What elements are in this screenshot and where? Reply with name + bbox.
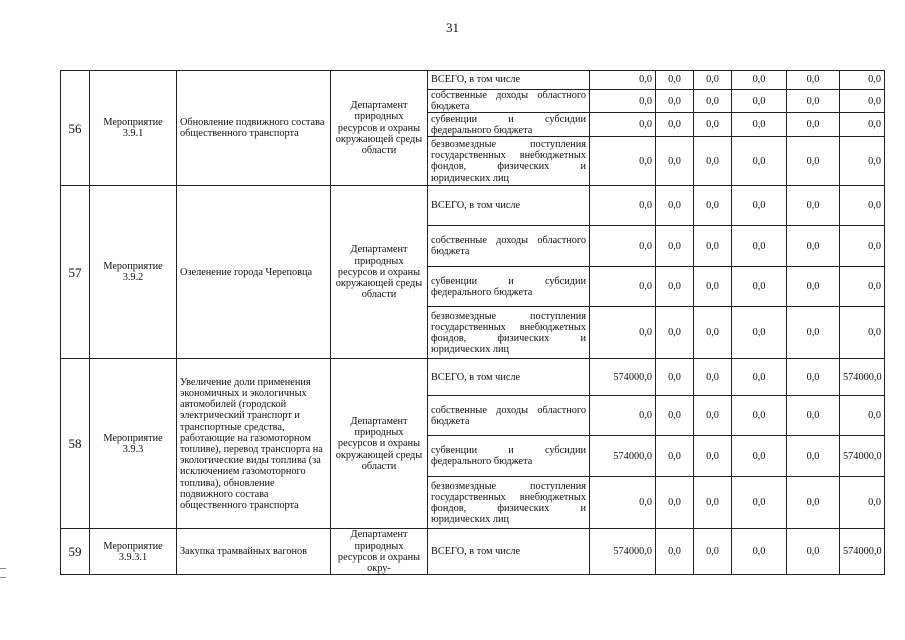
amount-cell: 0,0	[787, 359, 840, 396]
funding-source-label: ВСЕГО, в том числе	[428, 359, 590, 396]
funding-source-label: субвенции и субсидии федерального бюджета	[428, 113, 590, 137]
amount-cell: 0,0	[694, 186, 732, 226]
amount-cell: 0,0	[590, 477, 656, 529]
amount-cell: 0,0	[694, 307, 732, 359]
amount-cell: 0,0	[656, 267, 694, 307]
amount-cell: 0,0	[590, 137, 656, 186]
amount-cell: 0,0	[840, 396, 885, 436]
table-row	[61, 71, 885, 90]
amount-cell: 0,0	[732, 113, 787, 137]
amount-cell: 0,0	[590, 113, 656, 137]
amount-cell: 0,0	[590, 226, 656, 267]
department-name: Департамент природных ресурсов и охраны окружающей среды области	[331, 186, 428, 359]
page-number: 31	[446, 20, 459, 35]
row-number: 56	[61, 71, 90, 186]
funding-source-label: собственные доходы областного бюджета	[428, 90, 590, 113]
funding-source-label: безвозмездные поступления государственных внебюджетных фондов, физических и юридических лиц	[428, 307, 590, 359]
amount-cell: 0,0	[787, 396, 840, 436]
amount-cell: 0,0	[787, 477, 840, 529]
amount-cell: 0,0	[732, 396, 787, 436]
amount-cell: 0,0	[694, 113, 732, 137]
amount-cell: 0,0	[732, 477, 787, 529]
funding-source-label: собственные доходы областного бюджета	[428, 226, 590, 267]
amount-cell: 0,0	[732, 186, 787, 226]
amount-cell: 0,0	[732, 307, 787, 359]
measure-code: Мероприятие 3.9.3	[90, 359, 177, 529]
measure-name: Увеличение доли применения экономичных и экологичных автомобилей (городской электрический транспорт и транспортные средства, работающие на газомоторном топливе), перевод транспорта на экологические виды топлива (за исключением газомоторного топлива), обновление подвижного состава общественного транспорта	[177, 359, 331, 529]
funding-source-label: собственные доходы областного бюджета	[428, 396, 590, 436]
amount-cell: 0,0	[656, 186, 694, 226]
amount-cell: 0,0	[787, 307, 840, 359]
amount-cell: 574000,0	[840, 436, 885, 477]
row-number: 59	[61, 529, 90, 575]
amount-cell: 0,0	[840, 267, 885, 307]
amount-cell: 0,0	[656, 359, 694, 396]
amount-cell: 0,0	[840, 71, 885, 90]
amount-cell: 0,0	[694, 267, 732, 307]
funding-source-label: субвенции и субсидии федерального бюджета	[428, 436, 590, 477]
measure-code: Мероприятие 3.9.3.1	[90, 529, 177, 575]
amount-cell: 0,0	[787, 71, 840, 90]
measure-name: Закупка трамвайных вагонов	[177, 529, 331, 575]
amount-cell: 0,0	[694, 137, 732, 186]
measure-name: Обновление подвижного состава общественного транспорта	[177, 71, 331, 186]
amount-cell: 574000,0	[840, 529, 885, 575]
amount-cell: 0,0	[787, 267, 840, 307]
amount-cell: 0,0	[656, 477, 694, 529]
amount-cell: 0,0	[840, 186, 885, 226]
amount-cell: 0,0	[840, 113, 885, 137]
amount-cell: 0,0	[694, 90, 732, 113]
amount-cell: 0,0	[787, 137, 840, 186]
funding-source-label: ВСЕГО, в том числе	[428, 71, 590, 90]
amount-cell: 0,0	[694, 226, 732, 267]
department-name: Департамент природных ресурсов и охраны окружающей среды области	[331, 71, 428, 186]
amount-cell: 0,0	[590, 396, 656, 436]
measure-code: Мероприятие 3.9.2	[90, 186, 177, 359]
amount-cell: 0,0	[694, 477, 732, 529]
amount-cell: 0,0	[732, 529, 787, 575]
amount-cell: 0,0	[656, 436, 694, 477]
amount-cell: 0,0	[656, 226, 694, 267]
row-number: 57	[61, 186, 90, 359]
funding-source-label: субвенции и субсидии федерального бюджета	[428, 267, 590, 307]
amount-cell: 0,0	[694, 396, 732, 436]
amount-cell: 0,0	[732, 226, 787, 267]
amount-cell: 0,0	[656, 113, 694, 137]
amount-cell: 0,0	[840, 477, 885, 529]
amount-cell: 574000,0	[590, 436, 656, 477]
budget-table	[60, 70, 885, 575]
table-row	[61, 529, 885, 575]
amount-cell: 0,0	[590, 307, 656, 359]
amount-cell: 0,0	[787, 186, 840, 226]
amount-cell: 0,0	[590, 71, 656, 90]
amount-cell: 0,0	[787, 226, 840, 267]
amount-cell: 0,0	[840, 90, 885, 113]
amount-cell: 0,0	[787, 436, 840, 477]
amount-cell: 0,0	[840, 307, 885, 359]
amount-cell: 0,0	[787, 529, 840, 575]
funding-source-label: безвозмездные поступления государственных внебюджетных фондов, физических и юридических лиц	[428, 477, 590, 529]
funding-source-label: ВСЕГО, в том числе	[428, 186, 590, 226]
amount-cell: 574000,0	[840, 359, 885, 396]
amount-cell: 0,0	[656, 529, 694, 575]
amount-cell: 0,0	[656, 90, 694, 113]
margin-mark	[0, 568, 6, 578]
amount-cell: 0,0	[840, 137, 885, 186]
row-number: 58	[61, 359, 90, 529]
amount-cell: 0,0	[656, 396, 694, 436]
amount-cell: 0,0	[590, 90, 656, 113]
department-name: Департамент природных ресурсов и охраны окру-	[331, 529, 428, 575]
amount-cell: 0,0	[732, 71, 787, 90]
amount-cell: 0,0	[694, 529, 732, 575]
amount-cell: 0,0	[732, 137, 787, 186]
amount-cell: 0,0	[656, 71, 694, 90]
amount-cell: 0,0	[694, 436, 732, 477]
amount-cell: 0,0	[694, 359, 732, 396]
amount-cell: 0,0	[732, 436, 787, 477]
table-row	[61, 186, 885, 226]
funding-source-label: безвозмездные поступления государственных внебюджетных фондов, физических и юридических лиц	[428, 137, 590, 186]
amount-cell: 0,0	[787, 90, 840, 113]
amount-cell: 0,0	[787, 113, 840, 137]
measure-name: Озеленение города Череповца	[177, 186, 331, 359]
amount-cell: 0,0	[840, 226, 885, 267]
amount-cell: 0,0	[732, 267, 787, 307]
table-row	[61, 359, 885, 396]
amount-cell: 0,0	[732, 90, 787, 113]
amount-cell: 574000,0	[590, 529, 656, 575]
amount-cell: 0,0	[656, 137, 694, 186]
amount-cell: 574000,0	[590, 359, 656, 396]
amount-cell: 0,0	[732, 359, 787, 396]
amount-cell: 0,0	[590, 186, 656, 226]
amount-cell: 0,0	[694, 71, 732, 90]
amount-cell: 0,0	[590, 267, 656, 307]
measure-code: Мероприятие 3.9.1	[90, 71, 177, 186]
amount-cell: 0,0	[656, 307, 694, 359]
funding-source-label: ВСЕГО, в том числе	[428, 529, 590, 575]
department-name: Департамент природных ресурсов и охраны окружающей среды области	[331, 359, 428, 529]
